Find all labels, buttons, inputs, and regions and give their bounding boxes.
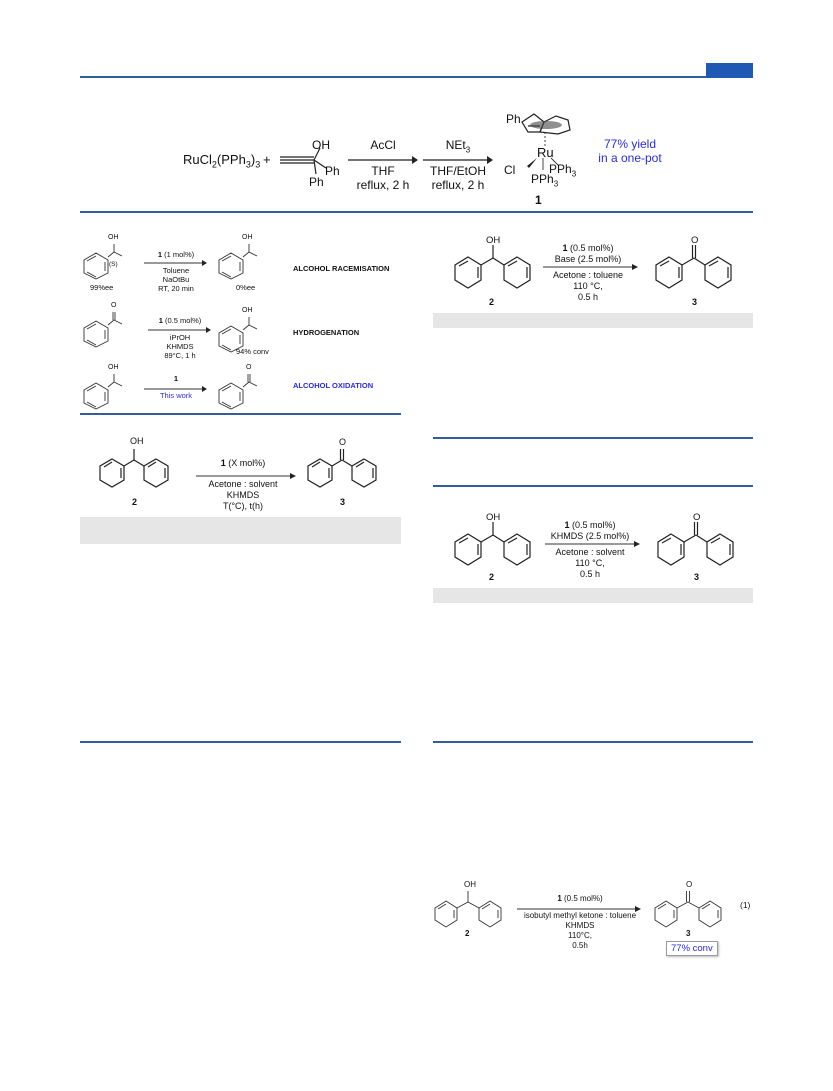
benzene-ring-icon xyxy=(217,382,245,410)
row1-cond1: Toluene xyxy=(162,266,190,275)
right-divider-2 xyxy=(433,485,753,487)
scheme-c-cond3: 110 °C, xyxy=(575,558,605,568)
table-header-band-b xyxy=(433,313,753,328)
benzene-ring-icon xyxy=(82,382,110,410)
complex-ph: Ph xyxy=(506,112,521,126)
scheme-d-o: O xyxy=(686,880,693,889)
scheme-d-cond4: 0.5h xyxy=(572,941,588,950)
scheme-c-o: O xyxy=(693,512,701,523)
row1-catalyst: 1 (1 mol%) xyxy=(157,250,195,259)
scheme-a-catalyst: 1 (X mol%) xyxy=(220,458,266,468)
scheme-d-cond2: KHMDS xyxy=(565,921,595,930)
scheme-a-cond3: T(°C), t(h) xyxy=(222,501,264,511)
complex-label: 1 xyxy=(535,193,542,207)
row2-title: HYDROGENATION xyxy=(293,328,360,337)
row3-prod-o: O xyxy=(246,364,252,371)
scheme-c-prod-label: 3 xyxy=(694,572,700,582)
scheme-b-prod-label: 3 xyxy=(692,297,698,307)
row2-conv: 94% conv xyxy=(236,347,269,356)
row2-prod-oh: OH xyxy=(242,307,253,314)
diphenylmethanol-structure xyxy=(453,253,533,297)
step2-condition: reflux, 2 h xyxy=(431,178,485,192)
equation-number: (1) xyxy=(740,900,751,910)
benzene-ring-icon xyxy=(82,320,110,348)
row1-ee-left: 99%ee xyxy=(90,283,114,292)
side-chain-bond xyxy=(108,242,128,262)
side-chain-bond xyxy=(243,315,263,335)
right-divider-3 xyxy=(433,741,753,743)
row3-catalyst: 1 xyxy=(173,374,179,383)
scheme-d-cond3: 110°C, xyxy=(568,931,592,940)
propargyl-ph-1: Ph xyxy=(325,164,340,178)
row3-title: ALCOHOL OXIDATION xyxy=(293,381,374,390)
yield-note-line2: in a one-pot xyxy=(598,151,662,165)
row2-cond2: KHMDS xyxy=(166,342,194,351)
step1-reagent: AcCl xyxy=(370,138,396,152)
scheme-b-o: O xyxy=(691,235,699,246)
scheme-c-catalyst: 1 (0.5 mol%) xyxy=(564,520,616,530)
carbonyl-bond xyxy=(243,372,263,392)
scheme-a-cond1: Acetone : solvent xyxy=(208,479,278,489)
step2-reagent: NEt$_3$ xyxy=(445,138,471,155)
right-divider-1 xyxy=(433,437,753,439)
benzophenone-structure xyxy=(654,253,734,297)
scheme-c-cond2: Acetone : solvent xyxy=(555,547,625,557)
row1-prod-oh: OH xyxy=(242,234,253,241)
scheme-b-oh: OH xyxy=(486,235,501,246)
complex-pph3-a: PPh$_3$ xyxy=(549,162,577,179)
step1-solvent: THF xyxy=(371,164,395,178)
benzene-ring-icon xyxy=(217,252,245,280)
row1-cond3: RT, 20 min xyxy=(158,284,194,293)
scheme-a-o: O xyxy=(339,437,347,447)
scheme-divider xyxy=(80,211,753,213)
row2-o: O xyxy=(111,302,117,309)
scheme-d-oh: OH xyxy=(464,880,476,889)
scheme-c-cond1: KHMDS (2.5 mol%) xyxy=(550,531,630,541)
scheme-c-cond4: 0.5 h xyxy=(579,569,601,579)
scheme-b-cond3: 110 °C, xyxy=(573,281,603,291)
diphenylmethanol-structure xyxy=(453,530,533,574)
row3-oh: OH xyxy=(108,364,119,371)
benzene-ring-icon xyxy=(82,252,110,280)
propargyl-oh: OH xyxy=(312,138,330,152)
yield-note-line1: 77% yield xyxy=(603,137,657,151)
scheme-a-sm-label: 2 xyxy=(132,497,138,507)
left-divider-2 xyxy=(80,741,401,743)
row1-ee-right: 0%ee xyxy=(236,283,256,292)
left-divider-1 xyxy=(80,413,401,415)
row1-cond2: NaOtBu xyxy=(162,275,190,284)
row1-stereo: (S) xyxy=(109,261,118,268)
scheme-d-prod-label: 3 xyxy=(686,929,691,938)
row1-oh: OH xyxy=(108,234,119,241)
scheme-d-catalyst: 1 (0.5 mol%) xyxy=(557,894,603,903)
row3-note: This work xyxy=(159,391,193,400)
header-rule xyxy=(80,76,753,78)
ru-precursor: $RuCl_2(PPh_3)_3$ xyxy=(183,152,261,170)
header-tab xyxy=(706,63,753,78)
table-header-band-c xyxy=(433,588,753,603)
step1-condition: reflux, 2 h xyxy=(356,178,410,192)
scheme-b-catalyst: 1 (0.5 mol%) xyxy=(562,243,614,253)
side-chain-bond xyxy=(243,242,263,262)
row2-cond3: 89°C, 1 h xyxy=(164,351,196,360)
propargyl-ph-2: Ph xyxy=(309,175,324,189)
scheme-d-cond1: isobutyl methyl ketone : toluene xyxy=(523,911,637,920)
row1-title: ALCOHOL RACEMISATION xyxy=(293,264,390,273)
scheme-a-cond2: KHMDS xyxy=(226,490,260,500)
scheme-b-sm-label: 2 xyxy=(489,297,495,307)
step2-solvent: THF/EtOH xyxy=(430,164,486,178)
side-chain-bond xyxy=(108,372,128,392)
complex-ru: Ru xyxy=(537,145,554,160)
scheme-a-oh: OH xyxy=(130,436,144,446)
row2-cond1: iPrOH xyxy=(169,333,191,342)
carbonyl-bond xyxy=(108,310,128,330)
row2-catalyst: 1 (0.5 mol%) xyxy=(158,316,202,325)
scheme-c-oh: OH xyxy=(486,512,501,523)
scheme-d-sm-label: 2 xyxy=(465,929,470,938)
benzophenone-structure xyxy=(306,455,378,495)
table-header-band-a xyxy=(80,517,401,544)
complex-cl: Cl xyxy=(504,163,516,177)
scheme-b-cond4: 0.5 h xyxy=(577,292,599,302)
diphenylmethanol-structure xyxy=(98,455,170,495)
scheme-a-prod-label: 3 xyxy=(340,497,346,507)
complex-pph3-b: PPh$_3$ xyxy=(531,172,559,189)
scheme-b-cond2: Acetone : toluene xyxy=(552,270,624,280)
plus-sign: + xyxy=(263,152,271,167)
benzophenone-structure xyxy=(656,530,736,574)
scheme-b-cond1: Base (2.5 mol%) xyxy=(554,254,622,264)
scheme-c-sm-label: 2 xyxy=(489,572,495,582)
conversion-box: 77% conv xyxy=(666,941,718,956)
